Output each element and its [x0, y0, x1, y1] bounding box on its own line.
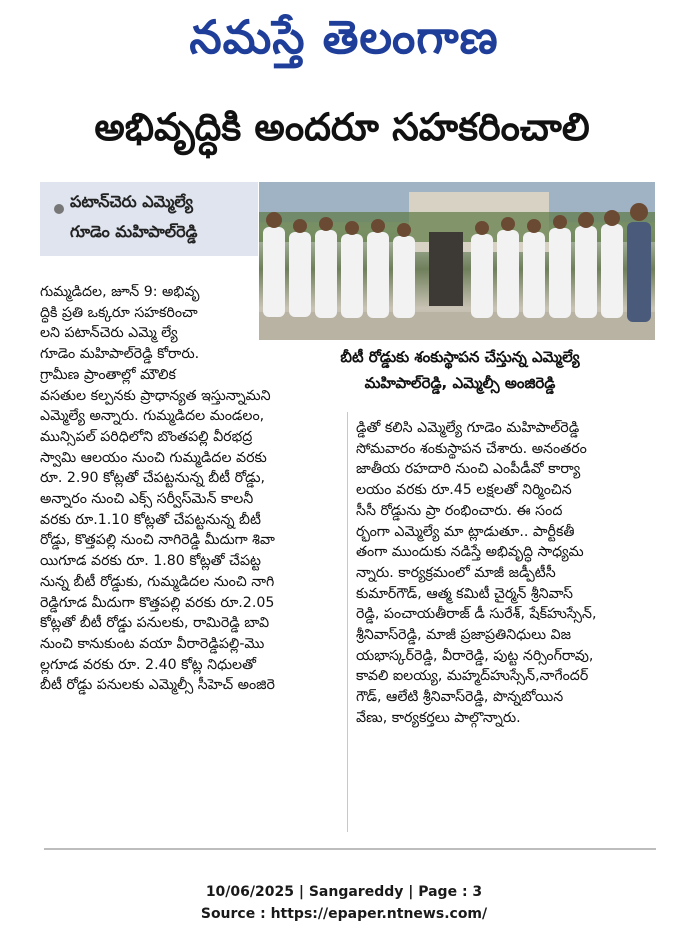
column-1-line: గుమ్మడిదల, జూన్ 9: అభివృ	[40, 284, 200, 300]
column-1-line: గూడెం మహిపాల్‌రెడ్డి కోరారు.	[40, 346, 200, 363]
column-1-line: ల్లగూడ వరకు రూ. 2.40 కోట్ల నిధులతో	[40, 656, 256, 673]
article-column-1	[40, 282, 340, 696]
column-1-line: వరకు రూ.1.10 కోట్లతో చేపట్టనున్న బీటీ	[40, 511, 261, 528]
photo-caption-line-2: మహిపాల్‌రెడ్డి, ఎమ్మెల్సీ అంజిరెడ్డి	[364, 374, 556, 392]
footer-edition-info: 10/06/2025 | Sangareddy | Page : 3	[205, 884, 483, 900]
column-2-line: ర్భంగా ఎమ్మెల్యే మా ట్లాడుతూ.. పార్టీకతీ	[356, 523, 575, 540]
column-2-line: గౌడ్, ఆలేటి శ్రీనివాస్‌రెడ్డి, పొన్నబోయిన	[356, 689, 564, 706]
column-2-line: యభాస్కర్‌రెడ్డి, వీరారెడ్డి, పుట్ట నర్సింగ్‌రావు,	[356, 647, 594, 664]
column-1-line: రూ. 2.90 కోట్లతో చేపట్టనున్న బీటీ రోడ్డు,	[40, 470, 265, 487]
column-divider	[347, 412, 348, 832]
column-2-line: కుమార్‌గౌడ్, ఆత్మ కమిటీ చైర్మన్ శ్రీనివాస్	[356, 585, 574, 602]
column-2-line: సీసీ రోడ్డును ప్రా రంభించారు. ఈ సంద	[356, 502, 563, 519]
column-2-line: రెడ్డి, పంచాయతీరాజ్ డీ సురేశ్, షేక్‌హుస్సేన్,	[356, 606, 597, 623]
column-1-line: యిగూడ వరకు రూ. 1.80 కోట్లతో చేపట్ట	[40, 553, 261, 570]
column-2-line: తంగా ముందుకు నడిస్తే అభివృద్ధి సాధ్యమ	[356, 544, 584, 561]
article-headline: అభివృద్ధికి అందరూ సహకరించాలి	[94, 105, 590, 149]
column-2-line: సోమవారం శంకుస్థాపన చేశారు. అనంతరం	[356, 440, 587, 457]
column-2-line: శ్రీనివాస్‌రెడ్డి, మాజీ ప్రజాప్రతినిధులు విజ	[356, 627, 572, 644]
column-1-line: ద్ధికి ప్రతి ఒక్కరూ సహకరించా	[40, 304, 198, 321]
column-2-line: లయం వరకు రూ.45 లక్షలతో నిర్మించిన	[356, 482, 572, 499]
column-1-line: ఎమ్మెల్యే అన్నారు. గుమ్మడిదల మండలం,	[40, 408, 265, 425]
column-1-line: స్వామి ఆలయం నుంచి గుమ్మడిదల వరకు	[40, 449, 267, 466]
footer-source: Source : https://epaper.ntnews.com/	[200, 906, 488, 922]
subheading-line-1: పటాన్‌చెరు ఎమ్మెల్యే	[70, 192, 194, 211]
column-2-line: డ్డితో కలిసి ఎమ్మెల్యే గూడెం మహిపాల్‌రెడ్డి	[356, 420, 580, 436]
photo-caption-line-1: బీటీ రోడ్డుకు శంకుస్థాపన చేస్తున్న ఎమ్మెల్యే	[340, 348, 580, 366]
footer-divider	[44, 848, 656, 850]
column-1-line: నున్న బీటీ రోడ్డుకు, గుమ్మడిదల నుంచి నాగి	[40, 573, 275, 590]
subheading-line-2: గూడెం మహిపాల్‌రెడ్డి	[70, 222, 198, 241]
column-1-line: బీటీ రోడ్డు పనులకు ఎమ్మెల్సీ సీహెచ్ అంజిరె	[40, 677, 275, 694]
photo-caption	[338, 344, 582, 404]
column-2-line: కావలి ఐలయ్య, మహ్మద్‌హుస్సేన్,నాగేందర్	[356, 668, 589, 685]
column-1-line: లని పటాన్‌చెరు ఎమ్మె ల్యే	[40, 325, 178, 342]
newspaper-title: నమస్తే తెలంగాణ	[189, 10, 499, 64]
column-1-line: గ్రామీణ ప్రాంతాల్లో మౌలిక	[40, 366, 176, 383]
masthead	[0, 0, 688, 88]
column-1-line: రోడ్డు, కొత్తపల్లి నుంచి నాగిరెడ్డి మీదుగా శివా	[40, 532, 275, 549]
article-column-2	[356, 418, 656, 729]
column-2-line: జాతీయ రహదారి నుంచి ఎంపీడీవో కార్యా	[356, 461, 581, 478]
column-1-line: మున్సిపల్ పరిధిలోని బొంతపల్లి వీరభద్ర	[40, 428, 253, 445]
column-1-line: వసతుల కల్పనకు ప్రాధాన్యత ఇస్తున్నామని	[40, 387, 271, 404]
column-2-line: న్నారు. కార్యక్రమంలో మాజీ జడ్పీటీసీ	[356, 564, 556, 581]
column-1-line: రెడ్డిగూడ మీదుగా కొత్తపల్లి వరకు రూ.2.05	[40, 594, 275, 611]
column-1-line: కోట్లతో బీటీ రోడ్డు పనులకు, రామిరెడ్డి బావి	[40, 615, 270, 632]
column-2-line: వేణు, కార్యకర్తలు పాల్గొన్నారు.	[356, 709, 521, 726]
column-1-line: నుంచి కానుకుంట వయా వీరారెడ్డిపల్లి-మొ	[40, 635, 265, 652]
bullet-icon	[54, 204, 64, 214]
subheading-box	[40, 182, 258, 256]
column-1-line: అన్నారం నుంచి ఎక్స్ సర్వీస్‌మెన్ కాలనీ	[40, 491, 254, 508]
